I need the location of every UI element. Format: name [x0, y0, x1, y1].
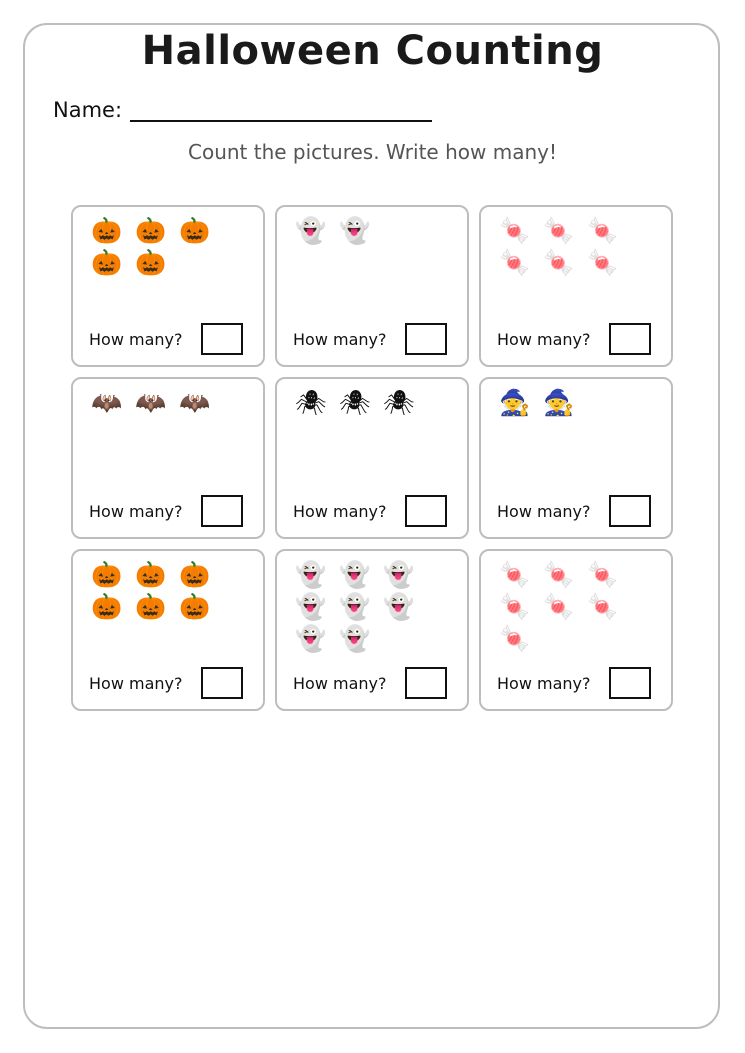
- candy-icon: 🍬: [499, 624, 531, 653]
- instruction-text: Count the pictures. Write how many!: [188, 140, 557, 164]
- answer-box[interactable]: [405, 323, 447, 355]
- how-many-label: How many?: [293, 501, 387, 521]
- pumpkin-icon: 🎃: [179, 592, 211, 621]
- ghost-icon: 👻: [295, 592, 327, 621]
- ghost-icon: 👻: [339, 624, 371, 653]
- answer-box[interactable]: [201, 495, 243, 527]
- candy-icon: 🍬: [499, 216, 531, 245]
- picture-group: [499, 215, 639, 279]
- card-footer: [293, 322, 447, 356]
- candy-icon: 🍬: [543, 592, 575, 621]
- counting-card: [275, 377, 469, 539]
- answer-box[interactable]: [609, 667, 651, 699]
- picture-group: [499, 387, 639, 419]
- bat-icon: 🦇: [179, 388, 211, 417]
- candy-icon: 🍬: [543, 560, 575, 589]
- pumpkin-icon: 🎃: [179, 560, 211, 589]
- picture-group: [295, 215, 435, 247]
- ghost-icon: 👻: [295, 216, 327, 245]
- picture-group: [295, 559, 435, 655]
- answer-box[interactable]: [405, 667, 447, 699]
- worksheet-title: Halloween Counting: [141, 28, 604, 74]
- counting-card: [479, 377, 673, 539]
- counting-card: [479, 205, 673, 367]
- card-footer: [89, 494, 243, 528]
- name-label: Name:: [53, 98, 123, 122]
- how-many-label: How many?: [497, 329, 591, 349]
- pumpkin-icon: 🎃: [179, 216, 211, 245]
- ghost-icon: 👻: [339, 592, 371, 621]
- pumpkin-icon: 🎃: [135, 592, 167, 621]
- candy-icon: 🍬: [587, 248, 619, 277]
- answer-box[interactable]: [201, 323, 243, 355]
- counting-grid: [71, 205, 673, 711]
- ghost-icon: 👻: [295, 560, 327, 589]
- ghost-icon: 👻: [295, 624, 327, 653]
- spider-icon: 🕷: [383, 388, 415, 417]
- ghost-icon: 👻: [383, 560, 415, 589]
- card-footer: [293, 666, 447, 700]
- how-many-label: How many?: [89, 329, 183, 349]
- card-footer: [497, 494, 651, 528]
- ghost-icon: 👻: [339, 216, 371, 245]
- counting-card: [275, 205, 469, 367]
- pumpkin-icon: 🎃: [135, 248, 167, 277]
- candy-icon: 🍬: [499, 248, 531, 277]
- name-row: [53, 98, 432, 122]
- witch-icon: 🧙: [543, 388, 575, 417]
- candy-icon: 🍬: [499, 560, 531, 589]
- counting-card: [71, 377, 265, 539]
- pumpkin-icon: 🎃: [135, 560, 167, 589]
- pumpkin-icon: 🎃: [91, 592, 123, 621]
- picture-group: [295, 387, 435, 419]
- counting-card: [71, 549, 265, 711]
- counting-card: [71, 205, 265, 367]
- candy-icon: 🍬: [587, 216, 619, 245]
- ghost-icon: 👻: [339, 560, 371, 589]
- picture-group: [499, 559, 639, 655]
- pumpkin-icon: 🎃: [135, 216, 167, 245]
- answer-box[interactable]: [609, 495, 651, 527]
- how-many-label: How many?: [293, 329, 387, 349]
- card-footer: [89, 322, 243, 356]
- bat-icon: 🦇: [135, 388, 167, 417]
- how-many-label: How many?: [497, 501, 591, 521]
- how-many-label: How many?: [497, 673, 591, 693]
- picture-group: [91, 215, 231, 279]
- how-many-label: How many?: [293, 673, 387, 693]
- answer-box[interactable]: [201, 667, 243, 699]
- card-footer: [89, 666, 243, 700]
- counting-card: [479, 549, 673, 711]
- picture-group: [91, 387, 231, 419]
- candy-icon: 🍬: [587, 592, 619, 621]
- answer-box[interactable]: [405, 495, 447, 527]
- name-write-line[interactable]: [130, 100, 432, 122]
- how-many-label: How many?: [89, 501, 183, 521]
- candy-icon: 🍬: [543, 248, 575, 277]
- candy-icon: 🍬: [543, 216, 575, 245]
- card-footer: [497, 322, 651, 356]
- witch-icon: 🧙: [499, 388, 531, 417]
- ghost-icon: 👻: [383, 592, 415, 621]
- spider-icon: 🕷: [339, 388, 371, 417]
- card-footer: [497, 666, 651, 700]
- bat-icon: 🦇: [91, 388, 123, 417]
- candy-icon: 🍬: [587, 560, 619, 589]
- answer-box[interactable]: [609, 323, 651, 355]
- counting-card: [275, 549, 469, 711]
- pumpkin-icon: 🎃: [91, 216, 123, 245]
- picture-group: [91, 559, 231, 623]
- how-many-label: How many?: [89, 673, 183, 693]
- pumpkin-icon: 🎃: [91, 560, 123, 589]
- card-footer: [293, 494, 447, 528]
- pumpkin-icon: 🎃: [91, 248, 123, 277]
- candy-icon: 🍬: [499, 592, 531, 621]
- spider-icon: 🕷: [295, 388, 327, 417]
